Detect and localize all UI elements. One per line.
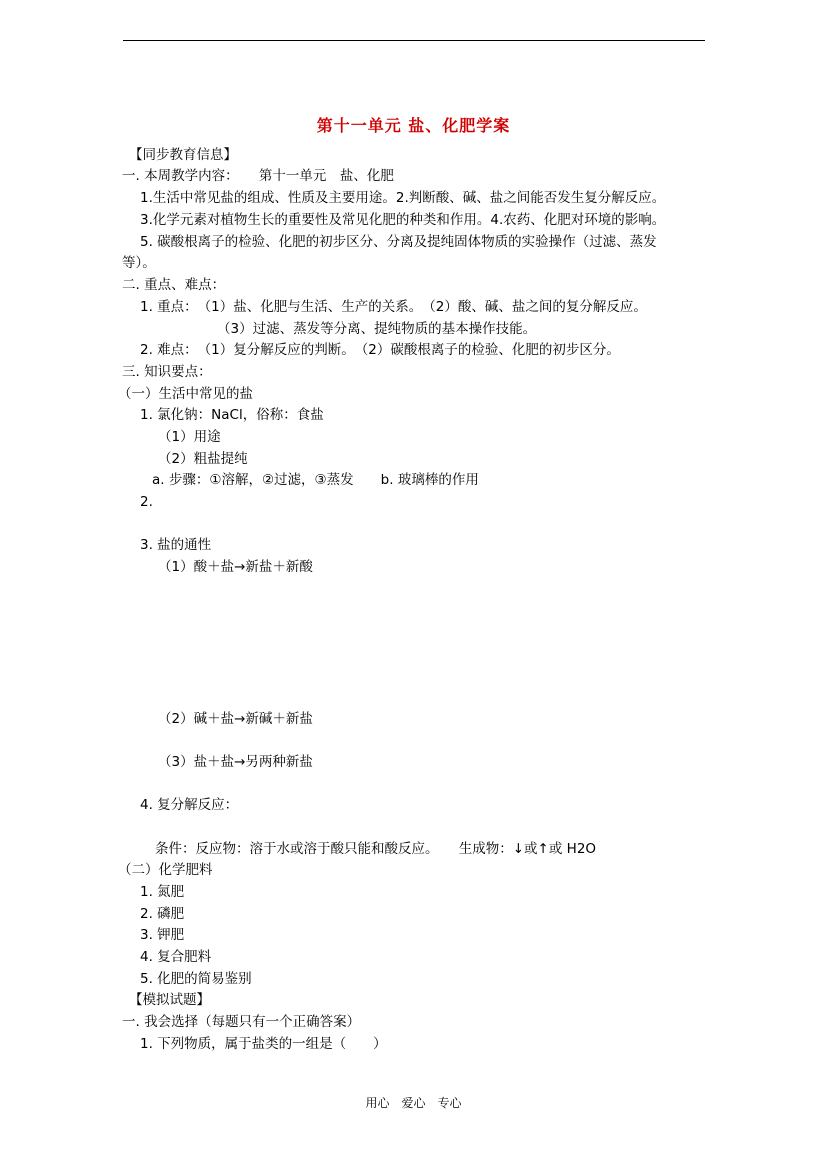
text-line: 1.生活中常见盐的组成、性质及主要用途。2.判断酸、碱、盐之间能否发生复分解反应。 — [140, 190, 666, 206]
text-line: 4. 复合肥料 — [140, 949, 212, 965]
text-line: 5. 化肥的简易鉴别 — [140, 971, 252, 987]
text-line: 条件：反应物：溶于水或溶于酸只能和酸反应。 生成物：↓或↑或 H2O — [155, 841, 597, 857]
text-line: 1. 氯化钠：NaCl，俗称：食盐 — [140, 407, 324, 423]
text-line: （2）粗盐提纯 — [158, 451, 248, 467]
text-line: 2. 难点： （1）复分解反应的判断。 （2）碳酸根离子的检验、化肥的初步区分。 — [140, 342, 620, 358]
text-line: （1）用途 — [158, 429, 221, 445]
text-line: 2. 磷肥 — [140, 906, 185, 922]
text-line: 等）。 — [122, 255, 156, 271]
text-line: 三. 知识要点： — [122, 364, 212, 380]
text-line: 1. 氮肥 — [140, 884, 185, 900]
text-line: 1. 重点： （1）盐、化肥与生活、生产的关系。 （2）酸、碱、盐之间的复分解反应。 — [140, 299, 647, 315]
page-footer: 用心 爱心 专心 — [365, 1096, 462, 1110]
text-line: 一. 我会选择（每题只有一个正确答案） — [122, 1014, 361, 1030]
header-rule — [123, 40, 705, 41]
text-line: （一）生活中常见的盐 — [118, 386, 253, 402]
section-heading-mock-test: 【模拟试题】 — [129, 992, 210, 1008]
text-line: （2）碱＋盐→新碱＋新盐 — [158, 711, 313, 727]
text-line: 3. 钾肥 — [140, 927, 185, 943]
text-line: 3. 盐的通性 — [140, 537, 212, 553]
text-line: （3）盐＋盐→另两种新盐 — [158, 754, 313, 770]
section-heading-sync-info: 【同步教育信息】 — [129, 147, 237, 163]
text-line: 2. — [140, 494, 153, 510]
text-line: （3）过滤、蒸发等分离、提纯物质的基本操作技能。 — [217, 321, 537, 337]
document-title: 第十一单元 盐、化肥学案 — [316, 116, 511, 135]
text-line: 一. 本周教学内容： 第十一单元 盐、化肥 — [122, 168, 394, 184]
text-line: （1）酸＋盐→新盐＋新酸 — [158, 559, 313, 575]
text-line: 二. 重点、难点： — [122, 277, 226, 293]
text-line: （二）化学肥料 — [118, 862, 213, 878]
text-line: 1. 下列物质，属于盐类的一组是（ ） — [140, 1036, 387, 1052]
text-line: a. 步骤：①溶解，②过滤，③蒸发 b. 玻璃棒的作用 — [152, 472, 479, 488]
text-line: 3.化学元素对植物生长的重要性及常见化肥的种类和作用。4.农药、化肥对环境的影响。 — [140, 212, 666, 228]
text-line: 5. 碳酸根离子的检验、化肥的初步区分、分离及提纯固体物质的实验操作（过滤、蒸发 — [140, 234, 657, 250]
text-line: 4. 复分解反应： — [140, 797, 239, 813]
